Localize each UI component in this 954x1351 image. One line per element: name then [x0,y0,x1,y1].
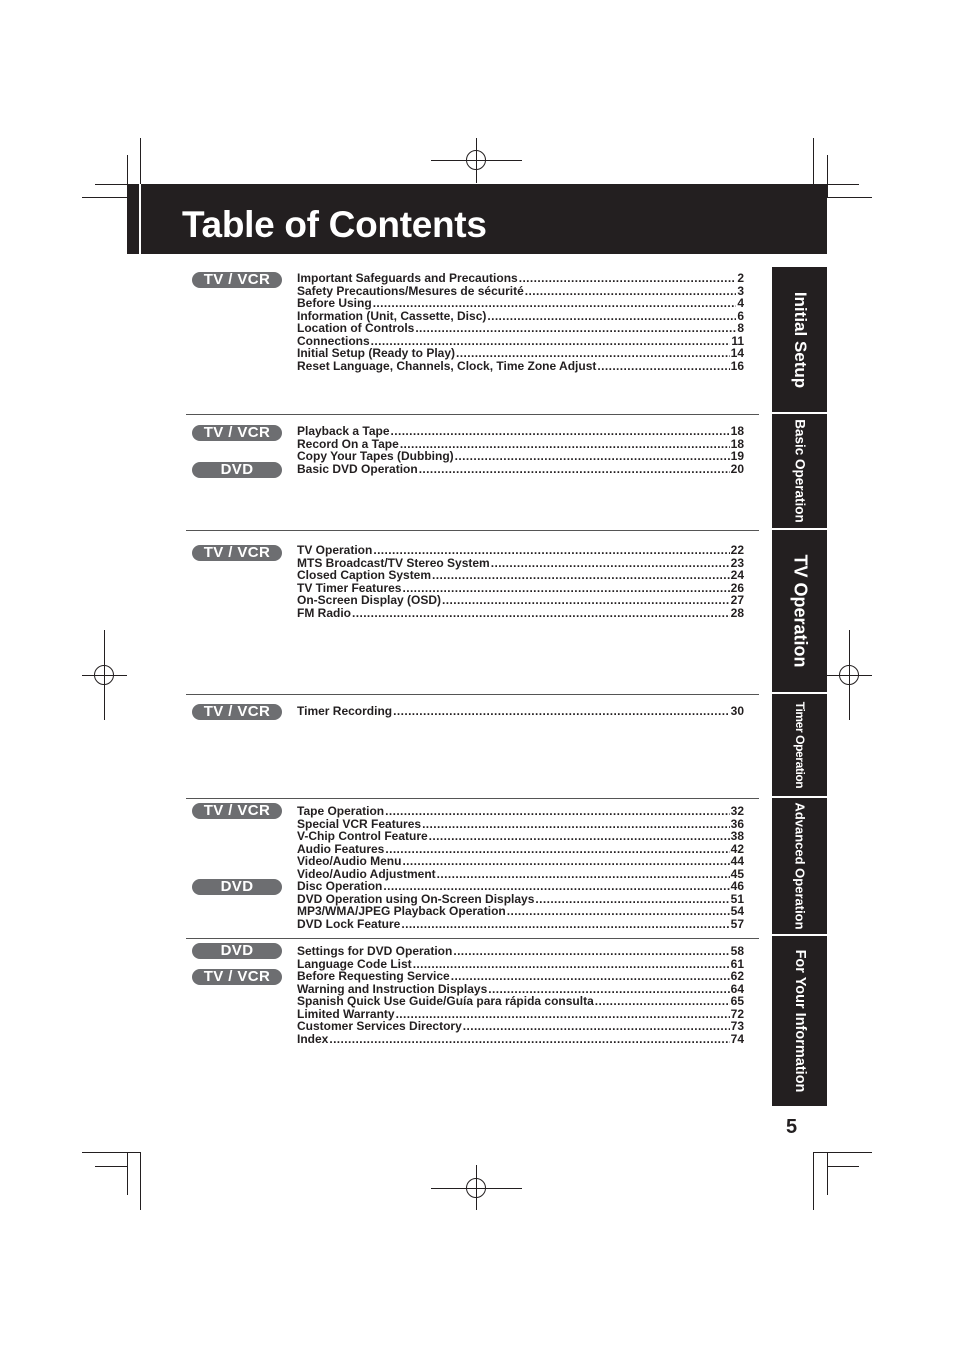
section-divider [186,530,759,531]
toc-entry[interactable]: TV Timer Features ..... 26 [297,582,744,595]
tv-vcr-badge: TV / VCR [192,803,282,819]
tv-vcr-badge: TV / VCR [192,545,282,561]
tv-vcr-badge: TV / VCR [192,704,282,720]
section-divider [186,938,759,939]
toc-entry[interactable]: MP3/WMA/JPEG Playback Operation ..... 54 [297,905,744,918]
toc-entry[interactable]: Initial Setup (Ready to Play) ..... 14 [297,347,744,360]
toc-entry[interactable]: Limited Warranty ..... 72 [297,1008,744,1021]
toc-entry[interactable]: MTS Broadcast/TV Stereo System ..... 23 [297,557,744,570]
toc-section-tv-operation [297,544,744,619]
toc-entry[interactable]: Language Code List ..... 61 [297,958,744,971]
toc-section-advanced-operation [297,805,744,930]
toc-entry[interactable]: FM Radio ..... 28 [297,607,744,620]
section-divider [186,798,759,799]
toc-entry[interactable]: DVD Lock Feature ..... 57 [297,918,744,931]
tab-tv-operation[interactable]: TV Operation [772,530,827,692]
toc-section-basic-operation [297,425,744,475]
toc-entry[interactable]: Before Using ..... 4 [297,297,744,310]
toc-entry[interactable]: Basic DVD Operation ..... 20 [297,463,744,476]
toc-entry[interactable]: Important Safeguards and Precautions ..... 2 [297,272,744,285]
toc-entry[interactable]: Video/Audio Adjustment ..... 45 [297,868,744,881]
tab-for-your-information[interactable]: For Your Information [772,936,827,1106]
section-divider [186,414,759,415]
dvd-badge: DVD [192,879,282,895]
toc-entry[interactable]: TV Operation ..... 22 [297,544,744,557]
toc-entry[interactable]: Disc Operation ..... 46 [297,880,744,893]
tab-basic-operation[interactable]: Basic Operation [772,414,827,528]
section-divider [186,694,759,695]
toc-entry[interactable]: Warning and Instruction Displays ..... 64 [297,983,744,996]
dvd-badge: DVD [192,462,282,478]
toc-entry[interactable]: Customer Services Directory ..... 73 [297,1020,744,1033]
toc-entry[interactable]: Closed Caption System ..... 24 [297,569,744,582]
toc-entry[interactable]: Timer Recording ..... 30 [297,705,744,718]
toc-section-for-your-information [297,945,744,1045]
toc-section-initial-setup [297,272,744,372]
toc-entry[interactable]: Safety Precautions/Mesures de sécurité ..... 3 [297,285,744,298]
title-accent-line [139,184,141,254]
tab-timer-operation[interactable]: Timer Operation [772,694,827,796]
tab-advanced-operation[interactable]: Advanced Operation [772,798,827,934]
page-title: Table of Contents [182,204,487,245]
toc-entry[interactable]: Special VCR Features ..... 36 [297,818,744,831]
toc-entry[interactable]: On-Screen Display (OSD) ..... 27 [297,594,744,607]
toc-entry[interactable]: Index ..... 74 [297,1033,744,1046]
toc-entry[interactable]: Video/Audio Menu ..... 44 [297,855,744,868]
dvd-badge: DVD [192,943,282,959]
title-bar [127,184,827,254]
toc-entry[interactable]: Audio Features ..... 42 [297,843,744,856]
toc-entry[interactable]: Location of Controls ..... 8 [297,322,744,335]
tab-initial-setup[interactable]: Initial Setup [772,267,827,412]
toc-entry[interactable]: Copy Your Tapes (Dubbing) ..... 19 [297,450,744,463]
tv-vcr-badge: TV / VCR [192,969,282,985]
toc-entry[interactable]: Record On a Tape ..... 18 [297,438,744,451]
toc-entry[interactable]: Before Requesting Service ..... 62 [297,970,744,983]
toc-entry[interactable]: V-Chip Control Feature ..... 38 [297,830,744,843]
toc-entry[interactable]: Connections ..... 11 [297,335,744,348]
toc-entry[interactable]: Spanish Quick Use Guide/Guía para rápida consulta ..... 65 [297,995,744,1008]
page-number: 5 [786,1116,798,1138]
toc-entry[interactable]: Playback a Tape ..... 18 [297,425,744,438]
toc-entry[interactable]: Tape Operation ..... 32 [297,805,744,818]
toc-entry[interactable]: Settings for DVD Operation ..... 58 [297,945,744,958]
toc-entry[interactable]: Information (Unit, Cassette, Disc) ..... 6 [297,310,744,323]
tv-vcr-badge: TV / VCR [192,272,282,288]
toc-entry[interactable]: DVD Operation using On-Screen Displays ..... 51 [297,893,744,906]
toc-entry[interactable]: Reset Language, Channels, Clock, Time Zone Adjust ..... 16 [297,360,744,373]
tv-vcr-badge: TV / VCR [192,425,282,441]
toc-section-timer-operation [297,705,744,718]
